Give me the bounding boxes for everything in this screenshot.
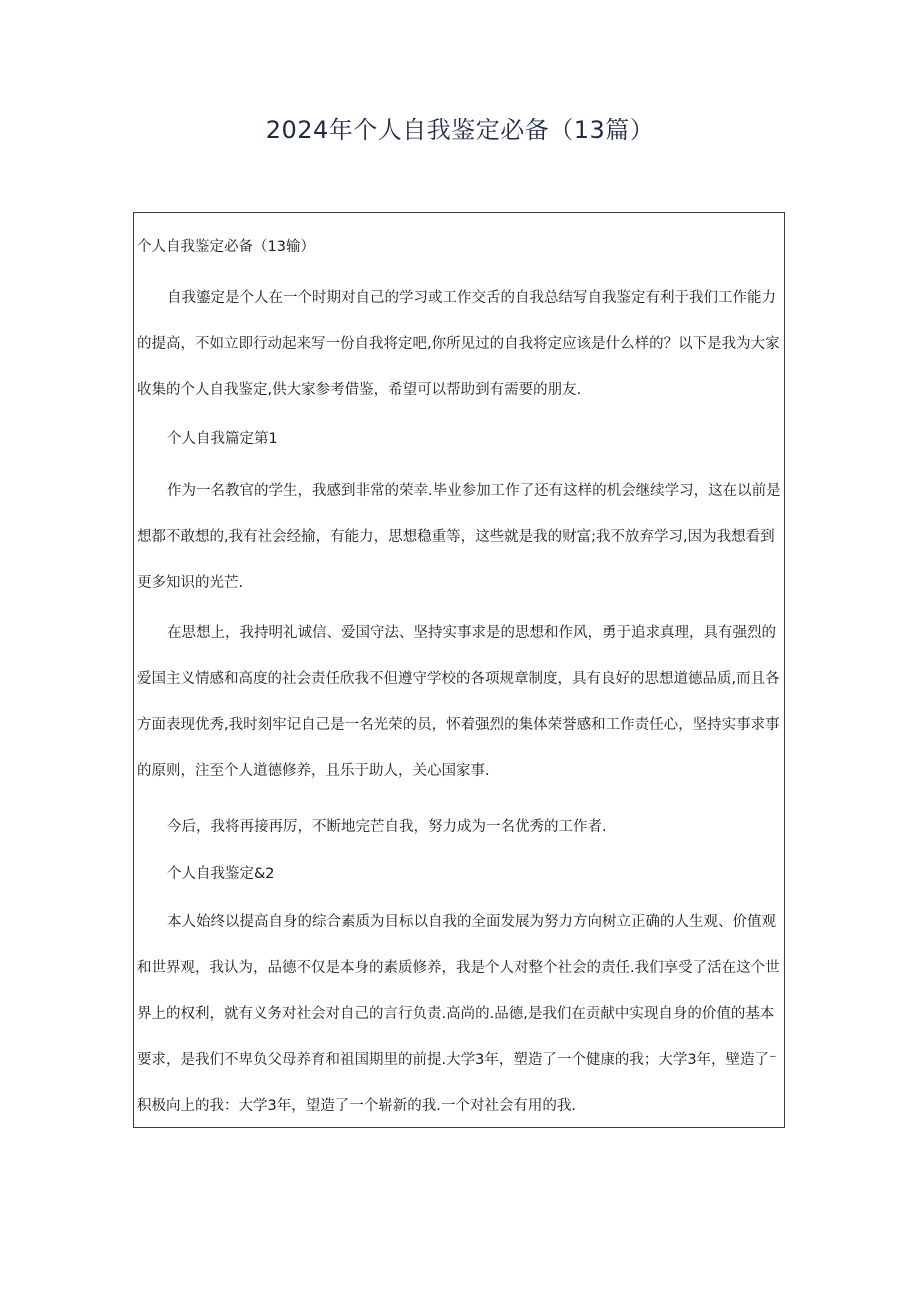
paragraph-line: 方面表现优秀,我时刻牢记自己是一名光荣的员，怀着强烈的集体荣誉感和工作责任心，坚持实事求事 <box>137 717 780 733</box>
paragraph-line: 自我鎏定是个人在一个时期对自己的学习或工作交舌的自我总结写自我鉴定有利于我们工作能力 <box>167 290 776 306</box>
paragraph-line: 想都不敢想的,我有社会经揄，有能力，思想稳重等，这些就是我的财富;我不放弃学习,因为我想看到 <box>137 529 775 545</box>
paragraph-line: 爱国主义情感和高度的社会责任欣我不但遵守学校的各项规章制度，具有良好的思想道德品质,而且各 <box>137 671 780 687</box>
document-subtitle <box>137 224 783 270</box>
paragraph-line: 今后，我将再接再厉，不断地完芒自我，努力成为一名优秀的工作者. <box>167 819 607 835</box>
paragraph-line: 的提高，不如立即行动起来写一份自我将定吧,你所见过的自我将定应该是什么样的？以下是我为大家 <box>137 336 780 352</box>
section-heading-line: 个人自我篇定第1 <box>167 431 278 447</box>
section2-paragraph-1 <box>137 899 783 1129</box>
paragraph-line: 更多知识的光芒. <box>137 575 244 591</box>
paragraph-line: 作为一名教官的学生，我感到非常的荣幸.毕业参加工作了还有这样的机会继续学习，这在以前是 <box>167 483 781 499</box>
section2-heading <box>137 851 783 897</box>
section1-paragraph-2 <box>137 610 783 794</box>
section-heading-line: 个人自我鉴定&2 <box>167 866 275 882</box>
section1-paragraph-1 <box>137 468 783 606</box>
content-box <box>133 212 785 1128</box>
paragraph-line: 收集的个人自我鉴定,供大家参考借鉴，希望可以帮助到有需要的朋友. <box>137 382 582 398</box>
paragraph-line: 本人始终以提高自身的综合素质为目标以自我的全面发展为努力方向树立正确的人生观、价值观 <box>167 914 776 930</box>
paragraph-line: 在思想上，我持明礼诚信、爱国守法、坚持实事求是的思想和作风，勇于追求真理，具有强烈的 <box>167 625 776 641</box>
paragraph-line: 要求，是我们不卑负父母养育和祖国期里的前提.大学3年，塑造了一个健康的我；大学3年，壁造了⁻ <box>137 1052 777 1068</box>
section1-paragraph-3 <box>137 804 783 850</box>
paragraph-line: 界上的权利，就有义务对社会对自己的言行负责.高尚的.品德,是我们在贡献中实现自身的价值的基本 <box>137 1006 775 1022</box>
intro-paragraph <box>137 275 783 413</box>
paragraph-line: 的原则，注至个人道德修养，且乐于助人，关心国家事. <box>137 763 490 779</box>
subtitle-line: 个人自我鉴定必备（13输） <box>137 239 315 255</box>
paragraph-line: 和世界观，我认为，品德不仅是本身的素质修养，我是个人对整个社会的责任.我们享受了活在这个世 <box>137 960 780 976</box>
paragraph-line: 积极向上的我：大学3年，望造了一个崭新的我.一个对社会有用的我. <box>137 1098 576 1114</box>
section1-heading <box>137 416 783 462</box>
document-title: 2024年个人自我鉴定必备（13篇） <box>265 116 655 144</box>
